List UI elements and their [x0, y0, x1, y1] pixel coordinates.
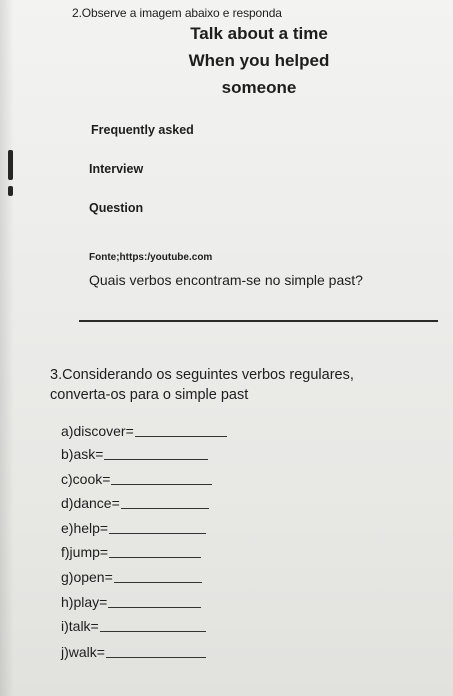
verb-label: f)jump=	[61, 544, 109, 560]
source-credit: Fonte;https:/youtube.com	[89, 252, 213, 263]
answer-blank[interactable]	[121, 508, 209, 509]
video-title-line-1: Talk about a time	[190, 24, 328, 43]
video-label-frequently-asked: Frequently asked	[91, 123, 194, 137]
answer-blank[interactable]	[104, 459, 208, 460]
verb-label: a)discover=	[61, 423, 134, 439]
edge-mark	[8, 150, 13, 180]
question-2-title: 2.Observe a imagem abaixo e responda	[72, 6, 282, 20]
verb-label: h)play=	[61, 594, 108, 610]
verb-item-cook	[61, 471, 212, 487]
video-title-line-3: someone	[221, 78, 297, 97]
verb-label: d)dance=	[61, 495, 120, 511]
verb-item-talk	[61, 618, 206, 634]
answer-blank[interactable]	[108, 607, 201, 608]
verb-item-play	[61, 594, 201, 610]
verb-label: i)talk=	[61, 618, 99, 634]
answer-blank[interactable]	[135, 436, 227, 437]
video-label-question: Question	[89, 201, 144, 215]
answer-blank[interactable]	[111, 484, 212, 485]
verb-label: g)open=	[61, 569, 113, 585]
verb-item-walk	[61, 644, 206, 660]
verb-item-discover	[61, 423, 227, 439]
question-3-line-2: converta-os para o simple past	[50, 387, 249, 403]
verb-label: j)walk=	[61, 644, 105, 660]
verb-label: c)cook=	[61, 471, 111, 487]
answer-blank[interactable]	[114, 582, 202, 583]
verb-item-ask	[61, 446, 208, 462]
video-label-interview: Interview	[89, 162, 144, 176]
page-shadow	[0, 0, 14, 696]
verb-item-jump	[61, 544, 201, 560]
answer-blank[interactable]	[106, 657, 206, 658]
verb-item-open	[61, 569, 202, 585]
verb-item-help	[61, 520, 206, 536]
answer-blank[interactable]	[100, 631, 206, 632]
verb-item-dance	[61, 495, 209, 511]
question-3-line-1: 3.Considerando os seguintes verbos regulares,	[50, 367, 354, 383]
answer-blank[interactable]	[109, 557, 201, 558]
answer-line	[79, 320, 438, 322]
verb-label: b)ask=	[61, 446, 104, 462]
verb-label: e)help=	[61, 520, 109, 536]
video-title-line-2: When you helped	[188, 51, 330, 70]
question-2-prompt: Quais verbos encontram-se no simple past?	[89, 272, 363, 288]
edge-mark	[8, 186, 13, 196]
answer-blank[interactable]	[109, 533, 206, 534]
